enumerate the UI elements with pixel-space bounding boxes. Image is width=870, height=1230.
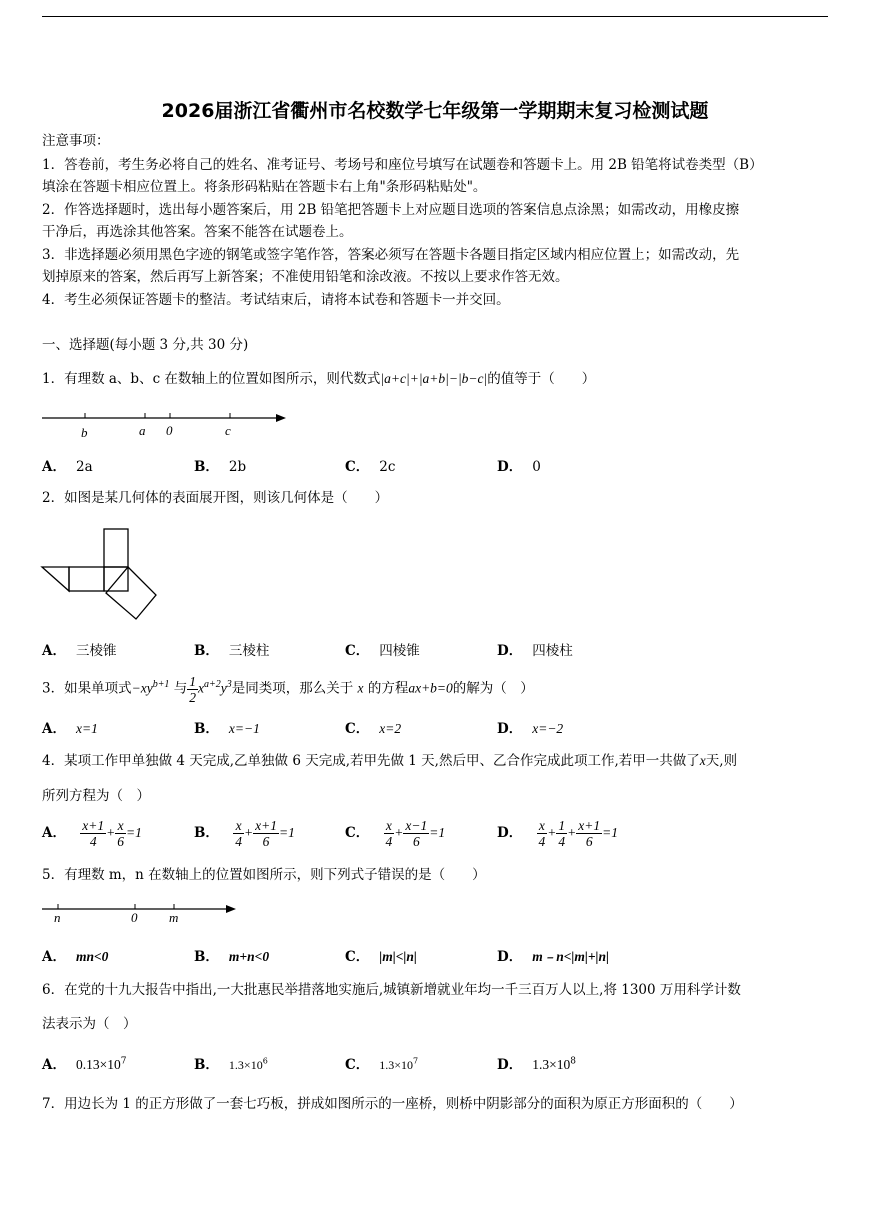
notice-line-4: 干净后，再选涂其他答案。答案不能答在试题卷上。 xyxy=(42,224,353,240)
q1-option-c[interactable]: C． 2c xyxy=(345,459,396,475)
q6-stem-line2: 法表示为（ ） xyxy=(42,1016,137,1032)
q1-label-b: b xyxy=(81,425,88,440)
section-heading: 一、选择题(每小题 3 分,共 30 分) xyxy=(42,337,249,353)
q1-stem: 1．有理数 a、b、c 在数轴上的位置如图所示，则代数式|a+c|+|a+b|−|b−c|的值等于（ ） xyxy=(42,371,596,387)
q2-option-c[interactable]: C． 四棱锥 xyxy=(345,643,420,659)
q2-net-figure xyxy=(40,527,162,623)
notice-heading: 注意事项： xyxy=(42,133,110,149)
q3-option-c[interactable]: C． x=2 xyxy=(345,721,402,737)
q1-label-0: 0 xyxy=(166,423,173,438)
notice-line-7: 4．考生必须保证答题卡的整洁。考试结束后，请将本试卷和答题卡一并交回。 xyxy=(42,292,510,308)
notice-line-3: 2．作答选择题时，选出每小题答案后，用 2B 铅笔把答题卡上对应题目选项的答案信息点涂黑；如需改动，用橡皮擦 xyxy=(42,202,740,218)
notice-line-2: 填涂在答题卡相应位置上。将条形码粘贴在答题卡右上角"条形码粘贴处"。 xyxy=(42,179,487,195)
top-rule xyxy=(42,16,828,17)
q4-stem-line1: 4．某项工作甲单独做 4 天完成,乙单独做 6 天完成,若甲先做 1 天,然后甲、乙合作完成此项工作,若甲一共做了x天,则 xyxy=(42,753,738,769)
q5-label-n: n xyxy=(54,910,61,925)
q2-options xyxy=(42,639,832,659)
q4-stem-line2: 所列方程为（ ） xyxy=(42,788,150,804)
q3-option-b[interactable]: B． x=−1 xyxy=(194,721,260,737)
q5-options xyxy=(42,945,832,965)
q3-option-d[interactable]: D． x=−2 xyxy=(497,721,564,737)
q5-option-a[interactable]: A． mn<0 xyxy=(42,949,109,965)
q6-option-c[interactable]: C． $1.3\times 10^7$ xyxy=(345,1056,419,1073)
q6-option-d[interactable]: D． $1.3\times 10^8$ xyxy=(497,1056,576,1073)
q4-option-b[interactable]: B． $\frac{x}{4}$ + $\frac{x+1}{6}$ =1 xyxy=(194,818,295,849)
q1-label-a: a xyxy=(139,423,146,438)
q7-stem: 7．用边长为 1 的正方形做了一套七巧板，拼成如图所示的一座桥，则桥中阴影部分的面积为原正方形面积的（ ） xyxy=(42,1096,743,1112)
q2-option-b[interactable]: B． 三棱柱 xyxy=(194,643,270,659)
notice-line-1: 1．答卷前，考生务必将自己的姓名、准考证号、考场号和座位号填写在试题卷和答题卡上。用 2B 铅笔将试卷类型（B） xyxy=(42,157,763,173)
q6-stem-line1: 6．在党的十九大报告中指出,一大批惠民举措落地实施后,城镇新增就业年均一千三百万人以上,将 1300 万用科学计数 xyxy=(42,982,741,998)
q4-options xyxy=(42,815,832,857)
q3-half-fraction: $\frac{1}{2}$ xyxy=(189,673,196,705)
q1-label-c: c xyxy=(225,423,231,438)
q3-options xyxy=(42,717,832,737)
q3-option-a[interactable]: A． x=1 xyxy=(42,721,98,737)
q2-stem: 2．如图是某几何体的表面展开图，则该几何体是（ ） xyxy=(42,490,389,506)
q2-option-d[interactable]: D． 四棱柱 xyxy=(497,643,573,659)
q5-option-c[interactable]: C． |m|<|n| xyxy=(345,949,417,965)
q5-option-b[interactable]: B． m+n<0 xyxy=(194,949,270,965)
q1-expression: |a+c|+|a+b|−|b−c| xyxy=(380,371,488,386)
notice-line-5: 3．非选择题必须用黑色字迹的钢笔或签字笔作答，答案必须写在答题卡各题目指定区域内相应位置上；如需改动，先 xyxy=(42,247,740,263)
q5-option-d[interactable]: D． m﹣n<|m|+|n| xyxy=(497,949,610,965)
q4-option-a[interactable]: A． $\frac{x+1}{4}$ + $\frac{x}{6}$ =1 xyxy=(42,818,142,849)
q1-option-a[interactable]: A． 2a xyxy=(42,459,93,475)
q5-label-m: m xyxy=(169,910,179,925)
q5-number-line xyxy=(40,900,240,926)
q1-option-b[interactable]: B． 2b xyxy=(194,459,247,475)
q1-number-line xyxy=(40,408,290,442)
q6-option-a[interactable]: A． $0.13\times 10^7$ xyxy=(42,1056,127,1073)
q2-option-a[interactable]: A． 三棱锥 xyxy=(42,643,117,659)
page-title: 2026届浙江省衢州市名校数学七年级第一学期期末复习检测试题 xyxy=(161,100,709,122)
q5-stem: 5．有理数 m，n 在数轴上的位置如图所示，则下列式子错误的是（ ） xyxy=(42,867,486,883)
q6-option-b[interactable]: B． $1.3\times 10^6$ xyxy=(194,1056,268,1073)
q4-option-c[interactable]: C． $\frac{x}{4}$ + $\frac{x-1}{6}$ =1 xyxy=(345,818,446,849)
q3-stem: 3．如果单项式$-xy^{b+1}$ 与 $\frac{1}{2}$ $x^{a+2}y^3$是同类项，那么关于 x 的方程ax+b=0的解为（ ） xyxy=(42,673,534,705)
q1-option-d[interactable]: D． 0 xyxy=(497,459,541,475)
q6-options xyxy=(42,1053,832,1075)
q5-label-0: 0 xyxy=(131,910,138,925)
q4-option-d[interactable]: D． $\frac{x}{4}$ + $\frac{1}{4}$ + $\frac{x+1}{6}$ =1 xyxy=(497,818,618,849)
notice-line-6: 划掉原来的答案，然后再写上新答案；不准使用铅笔和涂改液。不按以上要求作答无效。 xyxy=(42,269,569,285)
q1-options xyxy=(42,455,832,475)
